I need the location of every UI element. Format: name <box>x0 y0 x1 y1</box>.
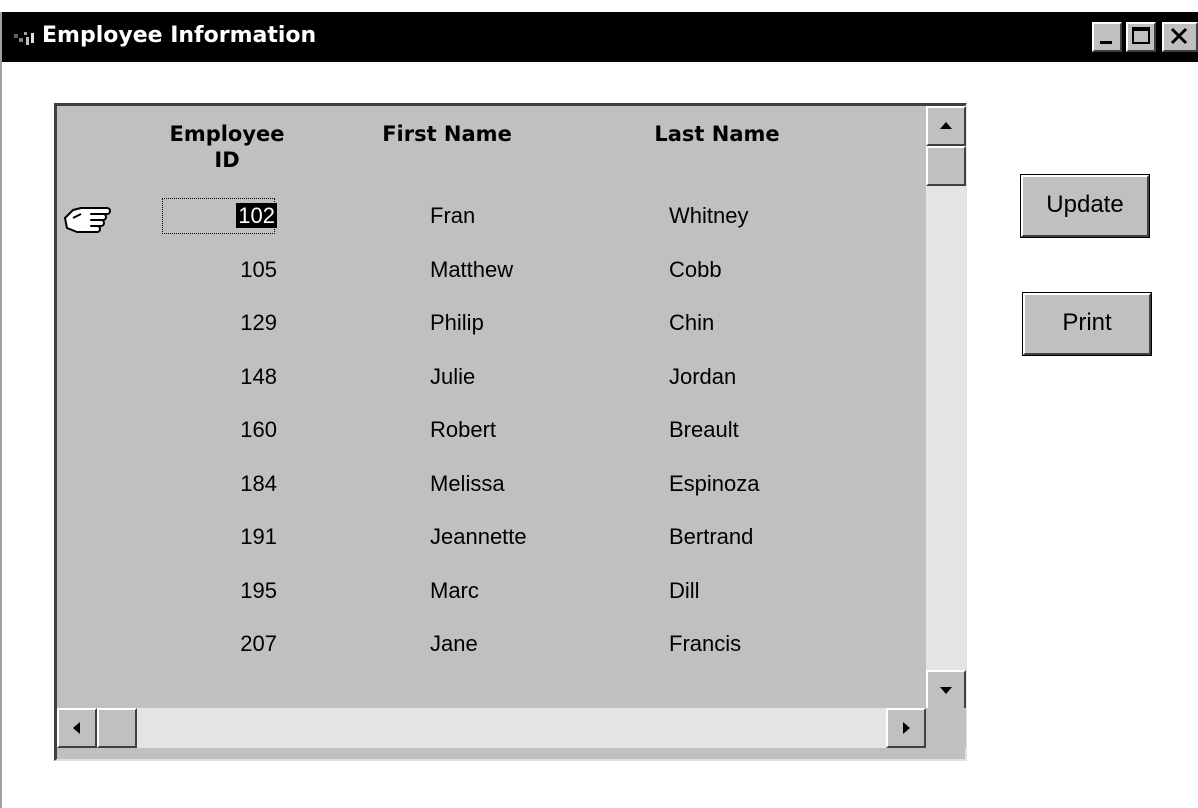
scroll-up-button[interactable] <box>926 106 966 146</box>
table-row[interactable] <box>57 573 927 613</box>
cell-first-name[interactable]: Philip <box>430 310 484 335</box>
cell-last-name[interactable]: Cobb <box>669 257 722 282</box>
scrollbar-corner <box>926 708 966 748</box>
cell-last-name[interactable]: Bertrand <box>669 524 754 549</box>
horizontal-scroll-thumb[interactable] <box>97 708 137 748</box>
employee-data-grid[interactable] <box>54 103 967 761</box>
cell-employee-id[interactable]: 191 <box>240 524 277 549</box>
cell-last-name[interactable]: Jordan <box>669 364 737 389</box>
cell-first-name[interactable]: Jeannette <box>430 524 527 549</box>
arrow-down-icon <box>928 672 964 708</box>
vertical-scroll-thumb[interactable] <box>926 146 966 186</box>
cell-last-name[interactable]: Whitney <box>669 203 749 228</box>
cell-last-name[interactable]: Francis <box>669 631 742 656</box>
cell-employee-id[interactable] <box>162 198 277 234</box>
cell-last-name[interactable]: Dill <box>669 578 700 603</box>
table-row[interactable] <box>57 626 927 666</box>
column-header-employee-id <box>152 121 302 173</box>
horizontal-scrollbar[interactable] <box>57 708 926 748</box>
arrow-up-icon <box>928 108 964 144</box>
maximize-icon <box>1128 24 1154 50</box>
column-header-first-name: First Name <box>382 122 512 146</box>
cell-first-name[interactable]: Matthew <box>430 257 514 282</box>
minimize-button[interactable] <box>1092 22 1122 52</box>
window-title: Employee Information <box>42 23 317 48</box>
column-header-employee-id-line2: ID <box>214 148 240 172</box>
selected-cell-text: 102 <box>238 203 275 228</box>
maximize-button[interactable] <box>1126 22 1156 52</box>
cell-first-name[interactable]: Jane <box>430 631 478 656</box>
table-row[interactable] <box>57 252 927 292</box>
cell-employee-id[interactable]: 105 <box>240 257 277 282</box>
vertical-scrollbar[interactable] <box>926 106 966 708</box>
close-icon <box>1164 24 1196 50</box>
cell-employee-id[interactable]: 195 <box>240 578 277 603</box>
app-icon <box>14 30 36 46</box>
cell-first-name[interactable]: Marc <box>430 578 479 603</box>
cell-first-name[interactable]: Julie <box>430 364 476 389</box>
table-row[interactable] <box>57 305 927 345</box>
pointing-hand-icon <box>59 200 121 240</box>
title-bar[interactable] <box>2 12 1198 62</box>
cell-first-name[interactable]: Fran <box>430 203 476 228</box>
cell-employee-id[interactable]: 148 <box>240 364 277 389</box>
scroll-left-button[interactable] <box>57 708 97 748</box>
cell-employee-id[interactable]: 129 <box>240 310 277 335</box>
cell-last-name[interactable]: Breault <box>669 417 739 442</box>
scroll-down-button[interactable] <box>926 670 966 710</box>
cell-first-name[interactable]: Melissa <box>430 471 505 496</box>
cell-last-name[interactable]: Chin <box>669 310 715 335</box>
cell-employee-id[interactable]: 207 <box>240 631 277 656</box>
close-button[interactable] <box>1162 22 1198 52</box>
employee-information-window <box>0 12 1198 808</box>
cell-first-name[interactable]: Robert <box>430 417 497 442</box>
cell-employee-id[interactable]: 160 <box>240 417 277 442</box>
arrow-right-icon <box>888 710 924 746</box>
cell-last-name[interactable]: Espinoza <box>669 471 760 496</box>
cell-employee-id[interactable]: 184 <box>240 471 277 496</box>
column-header-last-name: Last Name <box>654 122 780 146</box>
arrow-left-icon <box>59 710 95 746</box>
minimize-icon <box>1094 24 1120 50</box>
table-row[interactable] <box>57 519 927 559</box>
table-row[interactable] <box>57 359 927 399</box>
scroll-right-button[interactable] <box>886 708 926 748</box>
update-button[interactable]: Update <box>1021 175 1149 237</box>
column-header-employee-id-line1: Employee <box>169 122 285 146</box>
table-row[interactable] <box>57 198 927 238</box>
table-row[interactable] <box>57 412 927 452</box>
print-button[interactable]: Print <box>1023 293 1151 355</box>
table-row[interactable] <box>57 466 927 506</box>
